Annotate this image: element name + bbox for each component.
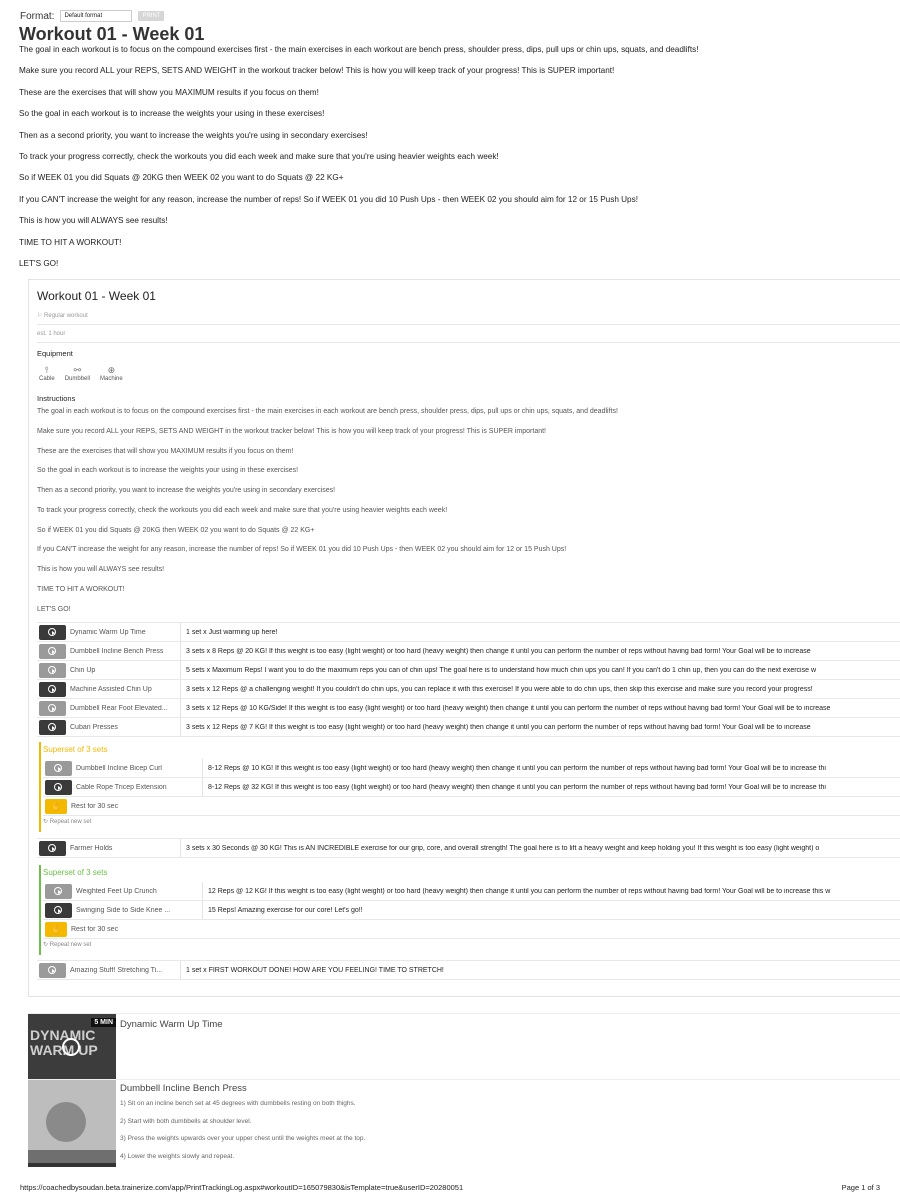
intro-paragraph: LET'S GO! [19, 258, 59, 268]
repeat-label: Repeat new set [49, 819, 92, 825]
exercise-name[interactable]: Weighted Feet Up Crunch [76, 887, 157, 895]
next-exercise-image-edge [28, 1163, 116, 1167]
exercise-name[interactable]: Farmer Holds [70, 844, 113, 852]
page-number: Page 1 of 3 [841, 1183, 880, 1192]
duration-badge: 5 MIN [91, 1018, 116, 1027]
exercise-description: 3 sets x 12 Reps @ a challenging weight! If you couldn't do chin ups, you can replace it with this exercise! If you were able to do chin ups, then skip this exercise and make sure you record your progress! [186, 685, 813, 693]
repeat-new-set[interactable] [43, 941, 91, 948]
superset-block [39, 865, 900, 955]
format-label: Format: [20, 10, 55, 22]
superset-items [43, 759, 900, 816]
exercise-row[interactable] [43, 882, 900, 901]
exercise-step: 1) Sit on an incline bench set at 45 degrees with dumbbells resting on both thighs. [120, 1100, 356, 1107]
cable-icon: ⫯ [44, 365, 49, 375]
video-thumbnail[interactable] [45, 903, 72, 918]
instruction-paragraph: TIME TO HIT A WORKOUT! [37, 586, 125, 594]
play-icon [48, 966, 56, 974]
instruction-paragraph: So the goal in each workout is to increase the weights your using in these exercises! [37, 467, 299, 475]
play-icon [54, 887, 62, 895]
superset-items [43, 882, 900, 939]
exercise-name[interactable]: Dumbbell Incline Bench Press [70, 647, 164, 655]
print-footer [20, 1183, 880, 1192]
equipment-list [39, 365, 123, 382]
exercise-step: 3) Press the weights upwards over your upper chest until the weights meet at the top. [120, 1135, 366, 1142]
instruction-paragraph: Then as a second priority, you want to increase the weights you're using in secondary exercises! [37, 487, 336, 495]
instructions-text [37, 408, 897, 626]
video-thumbnail[interactable] [39, 701, 66, 716]
equipment-heading: Equipment [37, 349, 73, 358]
exercise-name[interactable]: Chin Up [70, 666, 96, 674]
exercise-description: 1 set x Just warming up here! [186, 628, 278, 636]
exercise-step: 2) Start with both dumbbells at shoulder level. [120, 1117, 252, 1125]
play-icon [48, 723, 56, 731]
superset-title: Superset of 3 sets [43, 745, 108, 754]
exercise-row[interactable] [37, 961, 900, 980]
workout-duration: est. 1 hour [37, 331, 66, 337]
exercise-image[interactable] [28, 1014, 116, 1080]
hand-icon: ✋ [45, 799, 67, 814]
intro-paragraph: Make sure you record ALL your REPS, SETS AND WEIGHT in the workout tracker below! This is how you will keep track of your progress! This is SUPER important! [19, 66, 615, 76]
instruction-paragraph: These are the exercises that will show you MAXIMUM results if you focus on them! [37, 447, 294, 455]
workout-card [28, 279, 900, 997]
exercise-name[interactable]: Machine Assisted Chin Up [70, 685, 152, 693]
exercise-row[interactable] [43, 901, 900, 920]
play-icon [54, 783, 62, 791]
superset-accent-bar [39, 865, 41, 955]
exercise-row[interactable] [37, 680, 900, 699]
exercise-name[interactable]: Dumbbell Rear Foot Elevated... [70, 704, 168, 712]
exercise-name[interactable]: Cable Rope Tricep Extension [76, 783, 167, 791]
exercise-detail [28, 1013, 900, 1079]
divider [37, 342, 900, 343]
intro-paragraph: The goal in each workout is to focus on the compound exercises first - the main exercises in each workout are bench press, shoulder press, dips, pull ups or chin ups, squats, and deadlifts! [19, 45, 699, 54]
exercise-list [37, 838, 900, 858]
exercise-detail [28, 1079, 900, 1165]
intro-paragraph: TIME TO HIT A WORKOUT! [19, 237, 122, 247]
workout-card-title: Workout 01 - Week 01 [37, 289, 156, 303]
intro-paragraph: So the goal in each workout is to increase the weights your using in these exercises! [19, 109, 325, 119]
exercise-row[interactable] [37, 699, 900, 718]
play-icon [48, 647, 56, 655]
exercise-description: 3 sets x 30 Seconds @ 30 KG! This is AN INCREDIBLE exercise for our grip, core, and overall strength! The goal here is to lift a heavy weight and keep holding you! If this weight is too easy (light weight) o [186, 844, 820, 852]
exercise-image[interactable] [28, 1080, 116, 1166]
video-thumbnail[interactable] [39, 682, 66, 697]
exercise-name[interactable]: Dumbbell Incline Bicep Curl [76, 764, 162, 772]
exercise-name[interactable]: Swinging Side to Side Knee ... [76, 906, 171, 914]
format-bar [20, 10, 164, 22]
video-thumbnail[interactable] [39, 841, 66, 856]
equipment-cable [39, 365, 55, 382]
print-button[interactable]: PRINT [138, 11, 164, 21]
instruction-paragraph: If you CAN'T increase the weight for any reason, increase the number of reps! So if WEEK 01 you did 10 Push Ups - then WEEK 02 you should aim for 12 or 15 Push Ups! [37, 546, 567, 554]
intro-text [19, 45, 879, 280]
play-icon [48, 666, 56, 674]
instruction-paragraph: So if WEEK 01 you did Squats @ 20KG then WEEK 02 you want to do Squats @ 22 KG+ [37, 526, 315, 534]
page-title: Workout 01 - Week 01 [19, 24, 205, 44]
video-overlay-text: DYNAMIC WARM UP [30, 1027, 98, 1058]
play-icon [54, 906, 62, 914]
equipment-label: Dumbbell [64, 376, 91, 382]
exercise-description: 3 sets x 8 Reps @ 20 KG! If this weight is too easy (light weight) or too hard (heavy weight) then change it until you can perform the number of reps without having bad form! Your Goal will be to increase [186, 647, 811, 655]
video-thumbnail[interactable] [39, 963, 66, 978]
video-thumbnail[interactable] [39, 720, 66, 735]
intro-paragraph: These are the exercises that will show you MAXIMUM results if you focus on them! [19, 87, 319, 97]
exercise-description: 12 Reps @ 12 KG! If this weight is too easy (light weight) or too hard (heavy weight) then change it until you can perform the number of reps without having bad form! Your Goal will be to increase this w [208, 887, 831, 895]
video-thumbnail[interactable] [39, 644, 66, 659]
instruction-paragraph: This is how you will ALWAYS see results! [37, 566, 165, 574]
intro-paragraph: If you CAN'T increase the weight for any reason, increase the number of reps! So if WEEK 01 you did 10 Push Ups - then WEEK 02 you should aim for 12 or 15 Push Ups! [19, 194, 638, 204]
video-thumbnail[interactable] [45, 780, 72, 795]
video-thumbnail[interactable] [45, 761, 72, 776]
exercise-description: 15 Reps! Amazing exercise for our core! Let's go!! [208, 906, 363, 914]
exercise-description: 5 sets x Maximum Reps! I want you to do the maximum reps you can of chin ups! The goal here is to understand how much chin ups you can! If you can't do 1 chin up, then you can do the next exercise w [186, 666, 816, 674]
exercise-row[interactable] [37, 623, 900, 642]
repeat-new-set[interactable] [43, 818, 91, 825]
equipment-label: Machine [100, 376, 123, 382]
instruction-paragraph: The goal in each workout is to focus on the compound exercises first - the main exercises in each workout are bench press, shoulder press, dips, pull ups or chin ups, squats, and deadlifts! [37, 408, 618, 415]
intro-paragraph: To track your progress correctly, check the workouts you did each week and make sure that you're using heavier weights each week! [19, 151, 499, 161]
superset-block [39, 742, 900, 832]
intro-paragraph: Then as a second priority, you want to increase the weights you're using in secondary exercises! [19, 130, 368, 140]
rest-label: Rest for 30 sec [71, 802, 119, 810]
play-icon [48, 844, 56, 852]
instructions-heading: Instructions [37, 394, 76, 403]
exercise-list [37, 622, 900, 737]
play-icon [48, 704, 56, 712]
video-thumbnail[interactable] [39, 625, 66, 640]
divider [37, 324, 900, 325]
instruction-paragraph: Make sure you record ALL your REPS, SETS AND WEIGHT in the workout tracker below! This is how you will keep track of your progress! This is SUPER important! [37, 427, 546, 435]
video-thumbnail[interactable] [45, 884, 72, 899]
equipment-machine [100, 365, 123, 382]
superset-accent-bar [39, 742, 41, 832]
workout-type: ⚐ Regular workout [37, 313, 88, 319]
exercise-list [37, 960, 900, 980]
dumbbell-icon: ⚯ [73, 365, 82, 375]
video-thumbnail[interactable] [39, 663, 66, 678]
exercise-figure [46, 1102, 86, 1142]
play-icon [48, 685, 56, 693]
play-icon [48, 628, 56, 636]
equipment-label: Cable [39, 376, 55, 382]
repeat-label: Repeat new set [49, 942, 92, 948]
exercise-description: 8-12 Reps @ 10 KG! If this weight is too easy (light weight) or too hard (heavy weight) then change it until you can perform the number of reps without having bad form! Your Goal will be to increase thi [208, 764, 826, 772]
exercise-row[interactable] [37, 718, 900, 737]
exercise-row[interactable] [43, 778, 900, 797]
exercise-steps [120, 1100, 365, 1170]
exercise-name[interactable]: Amazing Stuff! Stretching Ti... [70, 966, 163, 974]
page-url: https://coachedbysoudan.beta.trainerize.com/app/PrintTrackingLog.aspx#workoutID=165079830&isTemplate=true&userID=20280051 [20, 1183, 464, 1192]
intro-paragraph: So if WEEK 01 you did Squats @ 20KG then WEEK 02 you want to do Squats @ 22 KG+ [19, 173, 344, 183]
repeat-icon: ↻ [43, 819, 49, 825]
exercise-row[interactable] [37, 661, 900, 680]
exercise-name[interactable]: Dynamic Warm Up Time [70, 628, 146, 636]
exercise-detail-title: Dumbbell Incline Bench Press [120, 1083, 247, 1094]
exercise-row[interactable] [43, 759, 900, 778]
format-select[interactable]: Default format [60, 10, 132, 22]
instruction-paragraph: LET'S GO! [37, 605, 71, 613]
play-icon [54, 764, 62, 772]
machine-icon: ⊕ [107, 365, 116, 375]
exercise-description: 1 set x FIRST WORKOUT DONE! HOW ARE YOU FEELING! TIME TO STRETCH! [186, 966, 444, 974]
exercise-description: 3 sets x 12 Reps @ 10 KG/Side! If this weight is too easy (light weight) or too hard (heavy weight) then change it until you can perform the number of reps without having bad form! Your Goal will be to increase [186, 704, 831, 712]
equipment-dumbbell [65, 365, 90, 382]
exercise-description: 3 sets x 12 Reps @ 7 KG! If this weight is too easy (light weight) or too hard (heavy weight) then change it until you can perform the number of reps without having bad form! Your Goal will be to increase [186, 723, 811, 731]
workout-type-label: Regular workout [44, 313, 88, 319]
rest-label: Rest for 30 sec [71, 925, 119, 933]
exercise-row[interactable] [37, 642, 900, 661]
rest-row [43, 920, 900, 939]
play-icon [62, 1038, 80, 1056]
exercise-step: 4) Lower the weights slowly and repeat. [120, 1152, 235, 1160]
intro-paragraph: This is how you will ALWAYS see results! [19, 216, 168, 226]
rest-row [43, 797, 900, 816]
instruction-paragraph: To track your progress correctly, check the workouts you did each week and make sure that you're using heavier weights each week! [37, 506, 448, 514]
exercise-detail-title: Dynamic Warm Up Time [120, 1019, 223, 1030]
hand-icon: ✋ [45, 922, 67, 937]
exercise-description: 8-12 Reps @ 32 KG! If this weight is too easy (light weight) or too hard (heavy weight) then change it until you can perform the number of reps without having bad form! Your Goal will be to increase thi [208, 783, 826, 791]
exercise-row[interactable] [37, 839, 900, 858]
superset-title: Superset of 3 sets [43, 868, 108, 877]
repeat-icon: ↻ [43, 942, 49, 948]
exercise-name[interactable]: Cuban Presses [70, 723, 118, 731]
